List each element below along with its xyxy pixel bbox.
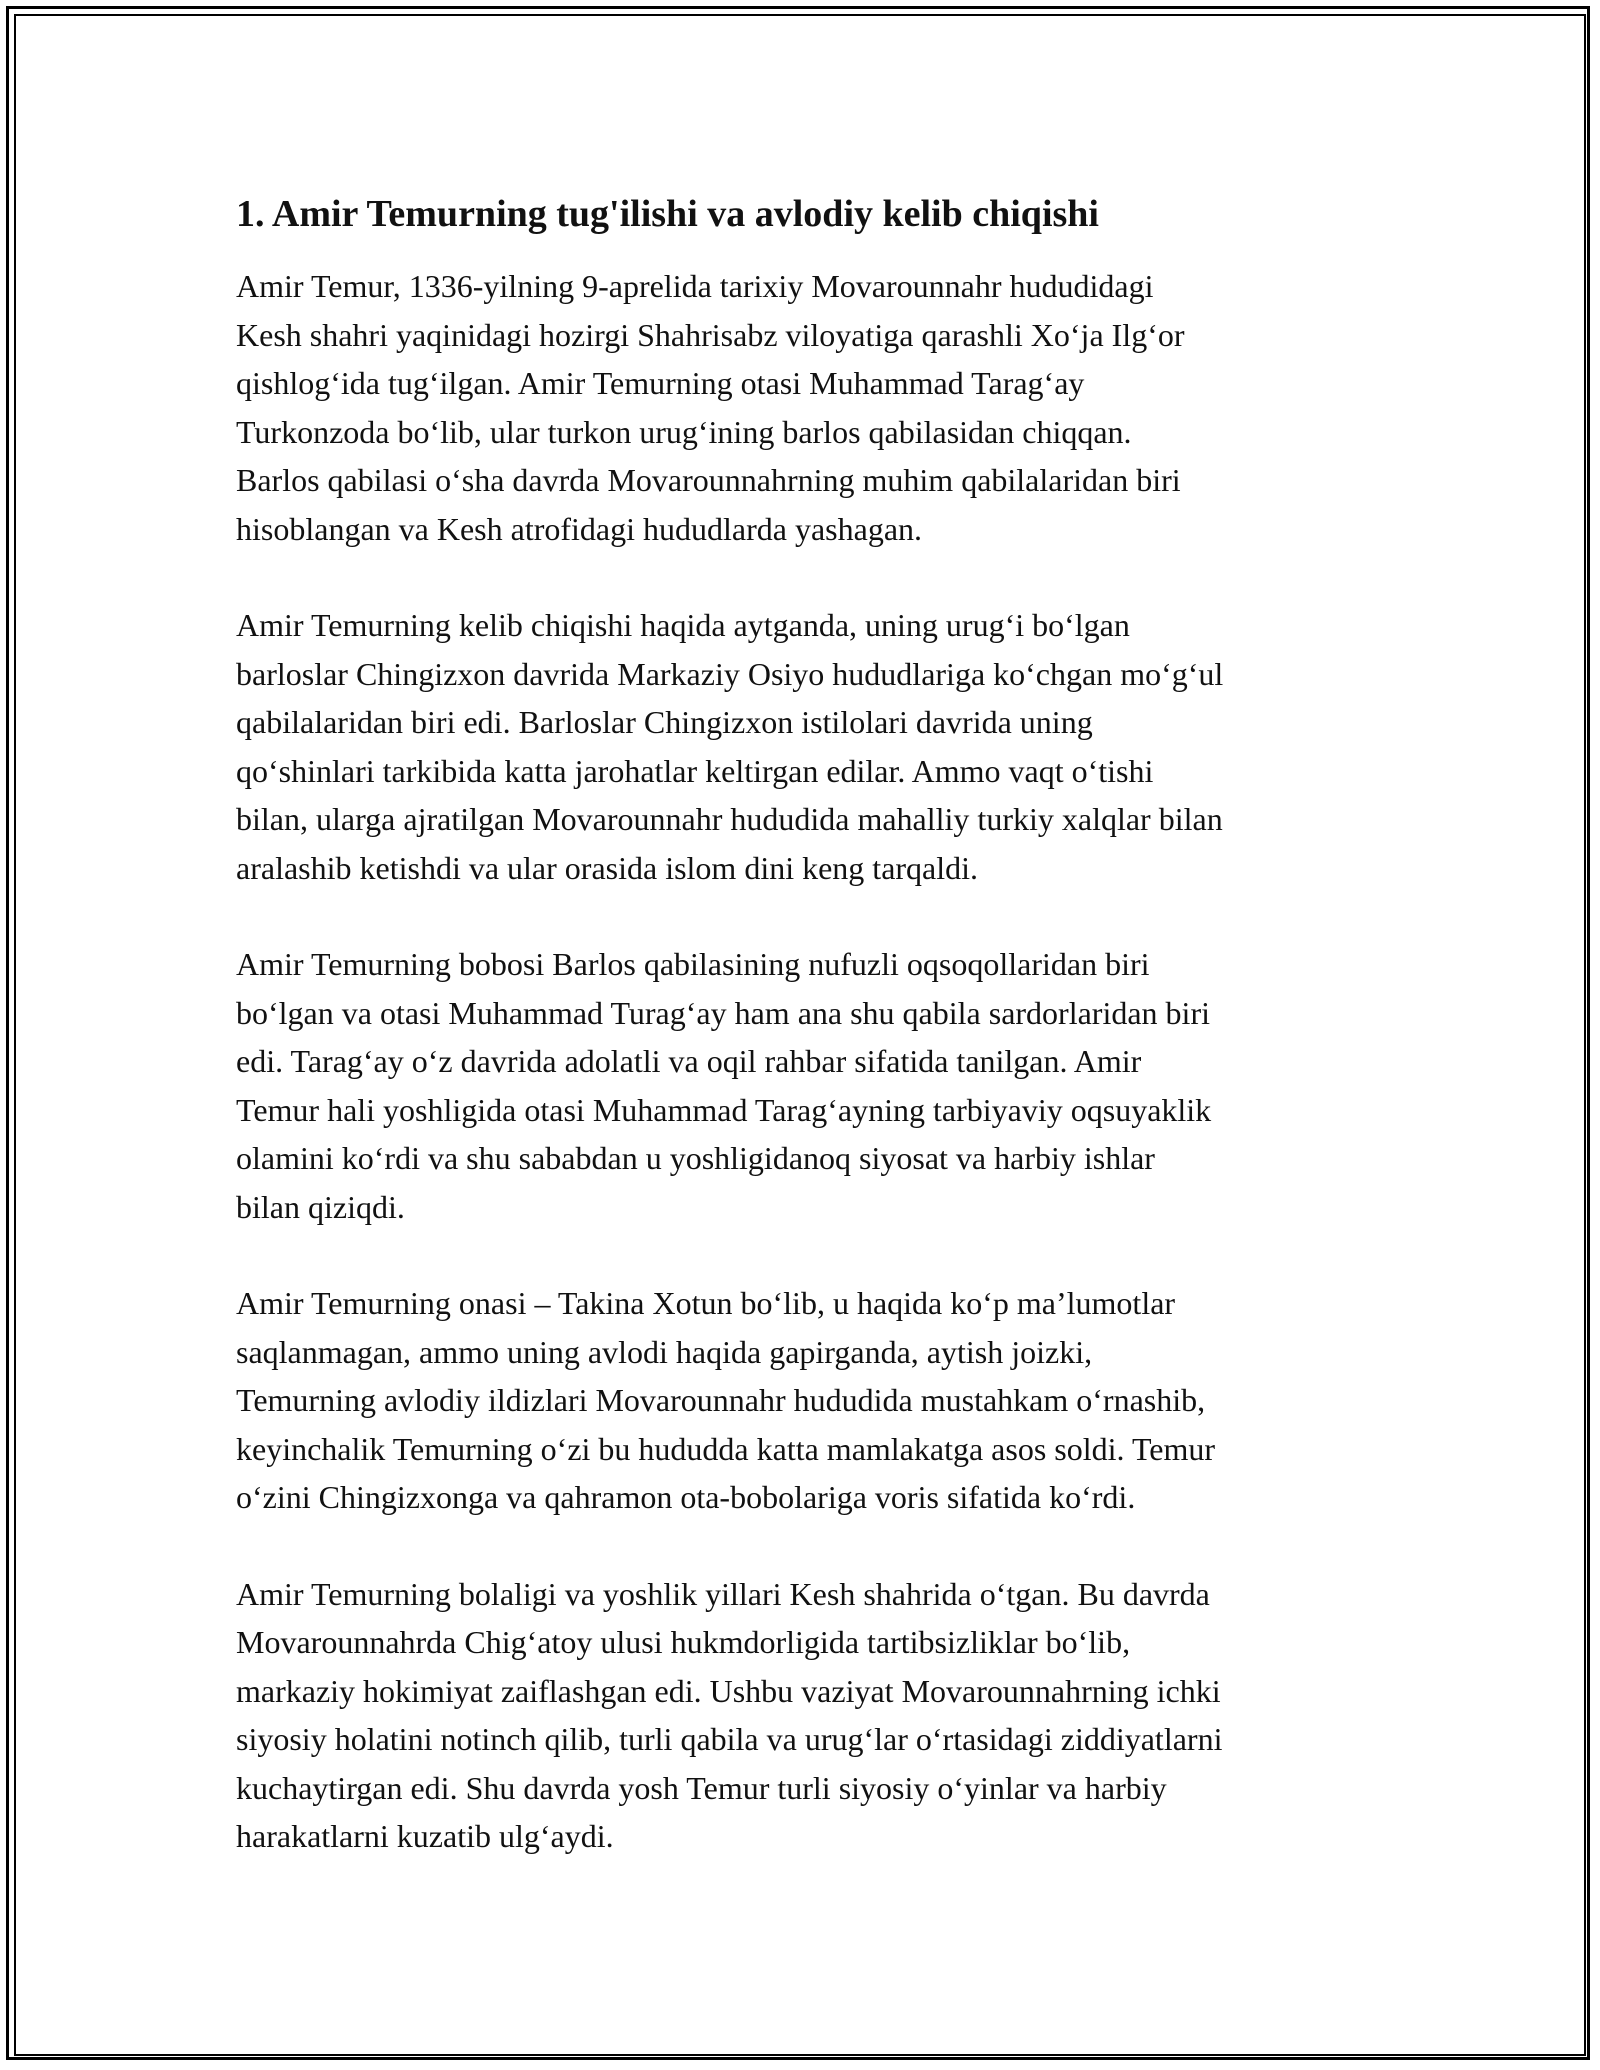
paragraph-3: Amir Temurning bobosi Barlos qabilasining nufuzli oqsoqollaridan biri boʻlgan va otasi Muhammad Turagʻay ham ana shu qabila sardorlaridan biri edi. Taragʻay oʻz davrida adolatli va oqil rahbar sifatida tanilgan. Amir Temur hali yoshligida otasi Muhammad Taragʻayning tarbiyaviy oqsuyaklik olamini koʻrdi va shu sababdan u yoshligidanoq siyosat va harbiy ishlar bilan qiziqdi.: [236, 946, 1212, 1225]
paragraph-2: Amir Temurning kelib chiqishi haqida aytganda, uning urugʻi boʻlgan barloslar Chingizxon davrida Markaziy Osiyo hududlariga koʻchgan moʻgʻul qabilalaridan biri edi. Barloslar Chingizxon istilolari davrida uning qoʻshinlari tarkibida katta jarohatlar keltirgan edilar. Ammo vaqt oʻtishi bilan, ularga ajratilgan Movarounnahr hududida mahalliy turkiy xalqlar bilan aralashib ketishdi va ular orasida islom dini keng tarqaldi.: [236, 607, 1224, 886]
paragraph-5: Amir Temurning bolaligi va yoshlik yillari Kesh shahrida oʻtgan. Bu davrda Movarounnahrda Chigʻatoy ulusi hukmdorligida tartibsizliklar boʻlib, markaziy hokimiyat zaiflashgan edi. Ushbu vaziyat Movarounnahrning ichki siyosiy holatini notinch qilib, turli qabila va urugʻlar oʻrtasidagi ziddiyatlarni kuchaytirgan edi. Shu davrda yosh Temur turli siyosiy oʻyinlar va harbiy harakatlarni kuzatib ulgʻaydi.: [236, 1575, 1223, 1854]
paragraph-4: Amir Temurning onasi – Takina Xotun boʻlib, u haqida koʻp maʼlumotlar saqlanmagan, ammo uning avlodi haqida gapirganda, aytish joizki, Temurning avlodiy ildizlari Movarounnahr hududida mustahkam oʻrnashib, keyinchalik Temurning oʻzi bu hududda katta mamlakatga asos soldi. Temur oʻzini Chingizxonga va qahramon ota-bobolariga voris sifatida koʻrdi.: [236, 1285, 1215, 1515]
section-heading: 1. Amir Temurning tug'ilishi va avlodiy kelib chiqishi: [236, 193, 1099, 235]
document-body: [236, 186, 1396, 1909]
paragraph-1: Amir Temur, 1336-yilning 9-aprelida tarixiy Movarounnahr hududidagi Kesh shahri yaqinidagi hozirgi Shahrisabz viloyatiga qarashli Xoʻja Ilgʻor qishlogʻida tugʻilgan. Amir Temurning otasi Muhammad Taragʻay Turkonzoda boʻlib, ular turkon urugʻining barlos qabilasidan chiqqan. Barlos qabilasi oʻsha davrda Movarounnahrning muhim qabilalaridan biri hisoblangan va Kesh atrofidagi hududlarda yashagan.: [236, 268, 1185, 547]
